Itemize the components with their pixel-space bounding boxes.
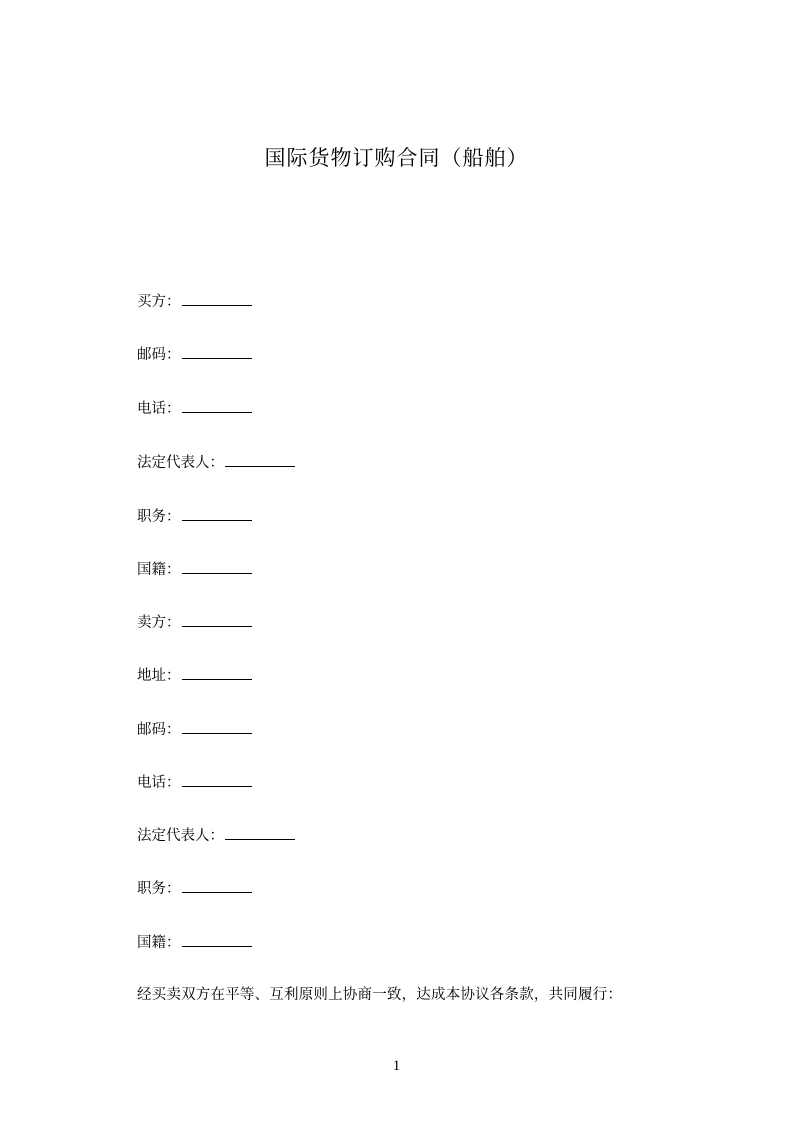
field-label: 买方： xyxy=(137,294,181,310)
fill-in-blank xyxy=(182,612,252,627)
field-label: 卖方： xyxy=(137,615,181,631)
fill-in-blank xyxy=(182,665,252,680)
buyer-phone-field xyxy=(137,398,252,419)
buyer-postcode-field xyxy=(137,344,252,365)
fill-in-blank xyxy=(182,878,252,893)
fill-in-blank xyxy=(182,772,252,787)
page-number: 1 xyxy=(392,1058,401,1074)
field-label: 国籍： xyxy=(137,562,181,578)
field-label: 地址： xyxy=(137,668,181,684)
seller-address-field xyxy=(137,665,252,686)
field-label: 职务： xyxy=(137,881,181,897)
fill-in-blank xyxy=(182,559,252,574)
seller-field xyxy=(137,612,252,633)
fill-in-blank xyxy=(182,291,252,306)
buyer-nationality-field xyxy=(137,559,252,580)
field-label: 职务： xyxy=(137,509,181,525)
buyer-position-field xyxy=(137,506,252,527)
fill-in-blank xyxy=(182,932,252,947)
field-label: 电话： xyxy=(137,401,181,417)
field-label: 法定代表人： xyxy=(137,828,224,844)
fill-in-blank xyxy=(225,825,295,840)
buyer-field xyxy=(137,291,252,312)
field-label: 邮码： xyxy=(137,722,181,738)
seller-postcode-field xyxy=(137,719,252,740)
field-label: 法定代表人： xyxy=(137,455,224,471)
seller-position-field xyxy=(137,878,252,899)
seller-legal-representative-field xyxy=(137,825,295,846)
intro-paragraph: 经买卖双方在平等、互利原则上协商一致，达成本协议各条款，共同履行： xyxy=(137,987,623,1003)
seller-phone-field xyxy=(137,772,252,793)
fill-in-blank xyxy=(182,719,252,734)
buyer-legal-representative-field xyxy=(137,452,295,473)
fill-in-blank xyxy=(182,344,252,359)
document-title: 国际货物订购合同（船舶） xyxy=(264,146,529,170)
fill-in-blank xyxy=(182,398,252,413)
field-label: 邮码： xyxy=(137,347,181,363)
seller-nationality-field xyxy=(137,932,252,953)
fill-in-blank xyxy=(225,452,295,467)
field-label: 国籍： xyxy=(137,935,181,951)
field-label: 电话： xyxy=(137,775,181,791)
fill-in-blank xyxy=(182,506,252,521)
